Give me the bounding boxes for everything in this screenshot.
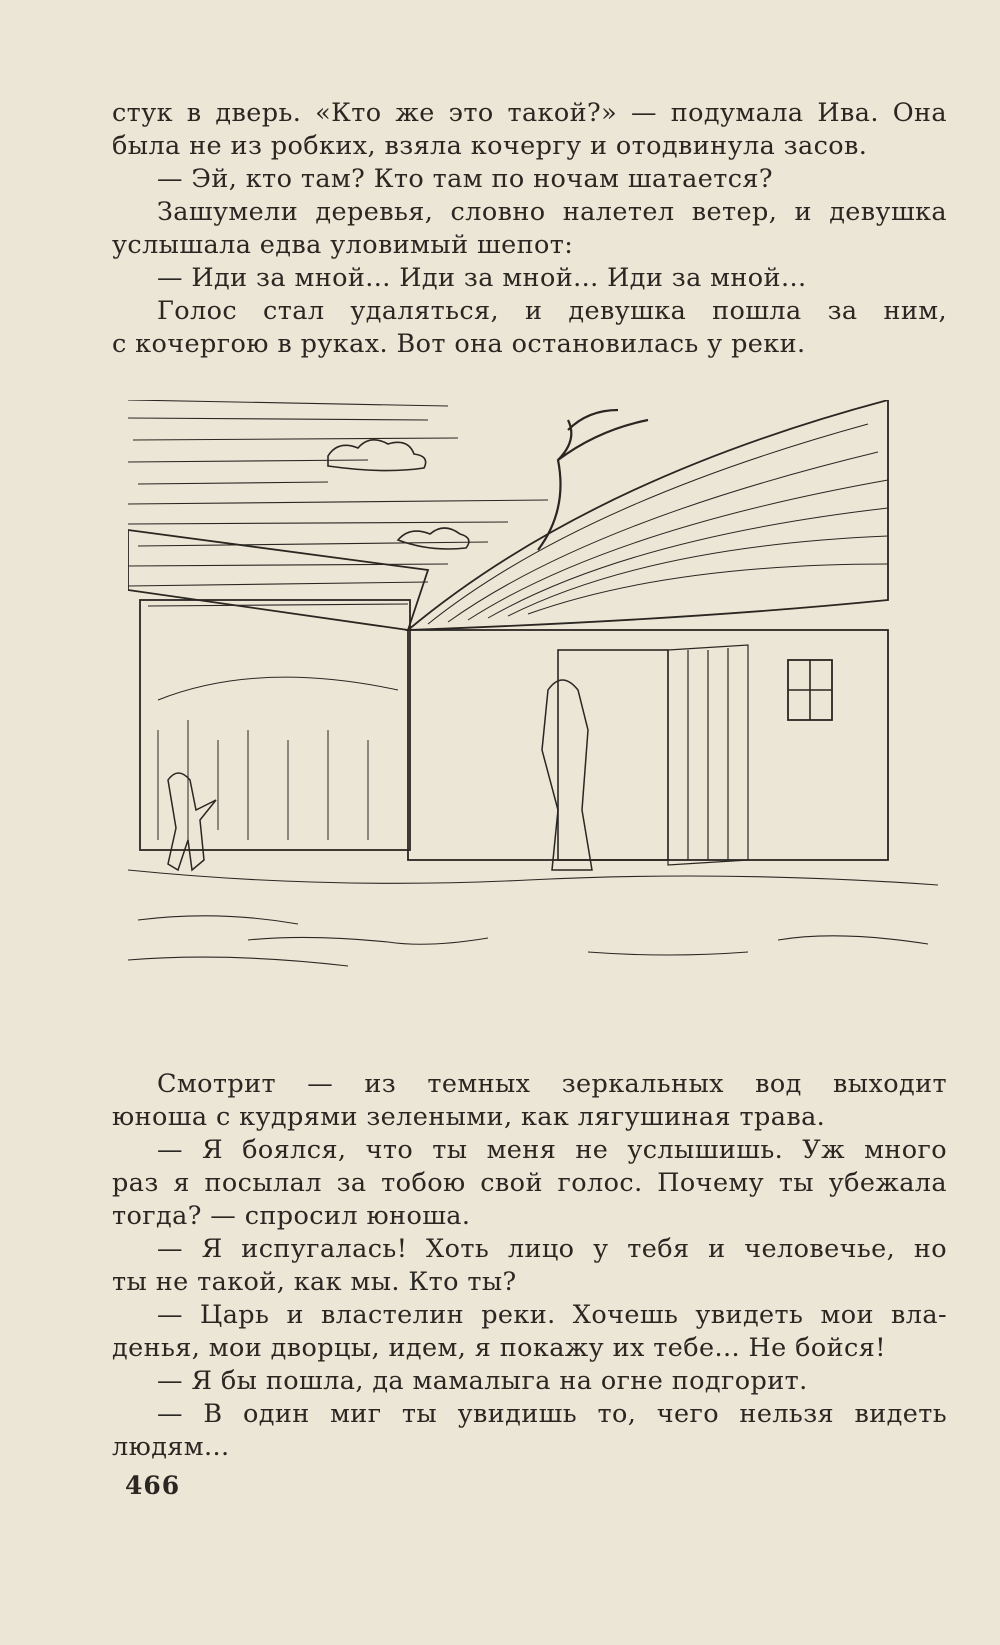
sky-hatching [128, 400, 548, 606]
text-line: Голос стал удаляться, и девушка пошла за ним, [157, 296, 947, 326]
hut-wall [408, 630, 888, 860]
text-line: Смотрит — из темных зеркальных вод выходит [157, 1069, 947, 1099]
text-line: — Я бы пошла, да мамалыга на огне подгорит. [157, 1366, 808, 1396]
shed-roof [128, 530, 428, 630]
roof-thatch [428, 424, 888, 624]
hanging-foliage [158, 677, 398, 840]
boy-figure [168, 773, 216, 870]
text-line: тогда? — спросил юноша. [112, 1201, 471, 1231]
tree [538, 410, 648, 550]
text-line: — Я боялся, что ты меня не услышишь. Уж много [157, 1135, 947, 1165]
text-line: раз я посылал за тобою свой голос. Почему ты убежала [112, 1168, 947, 1198]
text-line: — Эй, кто там? Кто там по ночам шатается? [157, 164, 773, 194]
text-block-top [112, 97, 947, 361]
text-line: людям... [112, 1432, 230, 1462]
text-line: была не из робких, взяла кочергу и отодвинула засов. [112, 131, 868, 161]
text-line: Зашумели деревья, словно налетел ветер, и девушка [157, 197, 947, 227]
page-number: 466 [125, 1471, 181, 1500]
roof [408, 400, 888, 630]
text-line: — В один миг ты увидишь то, чего нельзя видеть [157, 1399, 947, 1429]
text-line: — Я испугалась! Хоть лицо у тебя и человечье, но [157, 1234, 947, 1264]
woman-figure [542, 680, 592, 870]
cloud [398, 528, 469, 549]
shed-frame [140, 600, 410, 850]
door-planks [668, 645, 748, 865]
door-opening [558, 650, 668, 860]
text-line: с кочергою в руках. Вот она остановилась у реки. [112, 329, 806, 359]
illustration-hut-scene [128, 400, 938, 1030]
ground [128, 870, 938, 966]
text-line: стук в дверь. «Кто же это такой?» — подумала Ива. Она [112, 98, 947, 128]
cloud [328, 440, 426, 471]
text-block-bottom [112, 1068, 947, 1464]
text-line: — Иди за мной... Иди за мной... Иди за мной... [157, 263, 807, 293]
text-line: ты не такой, как мы. Кто ты? [112, 1267, 517, 1297]
text-line: денья, мои дворцы, идем, я покажу их тебе... Не бойся! [112, 1333, 886, 1363]
text-line: услышала едва уловимый шепот: [112, 230, 574, 260]
text-line: — Царь и властелин реки. Хочешь увидеть мои вла- [157, 1300, 947, 1330]
text-line: юноша с кудрями зелеными, как лягушиная трава. [112, 1102, 826, 1132]
